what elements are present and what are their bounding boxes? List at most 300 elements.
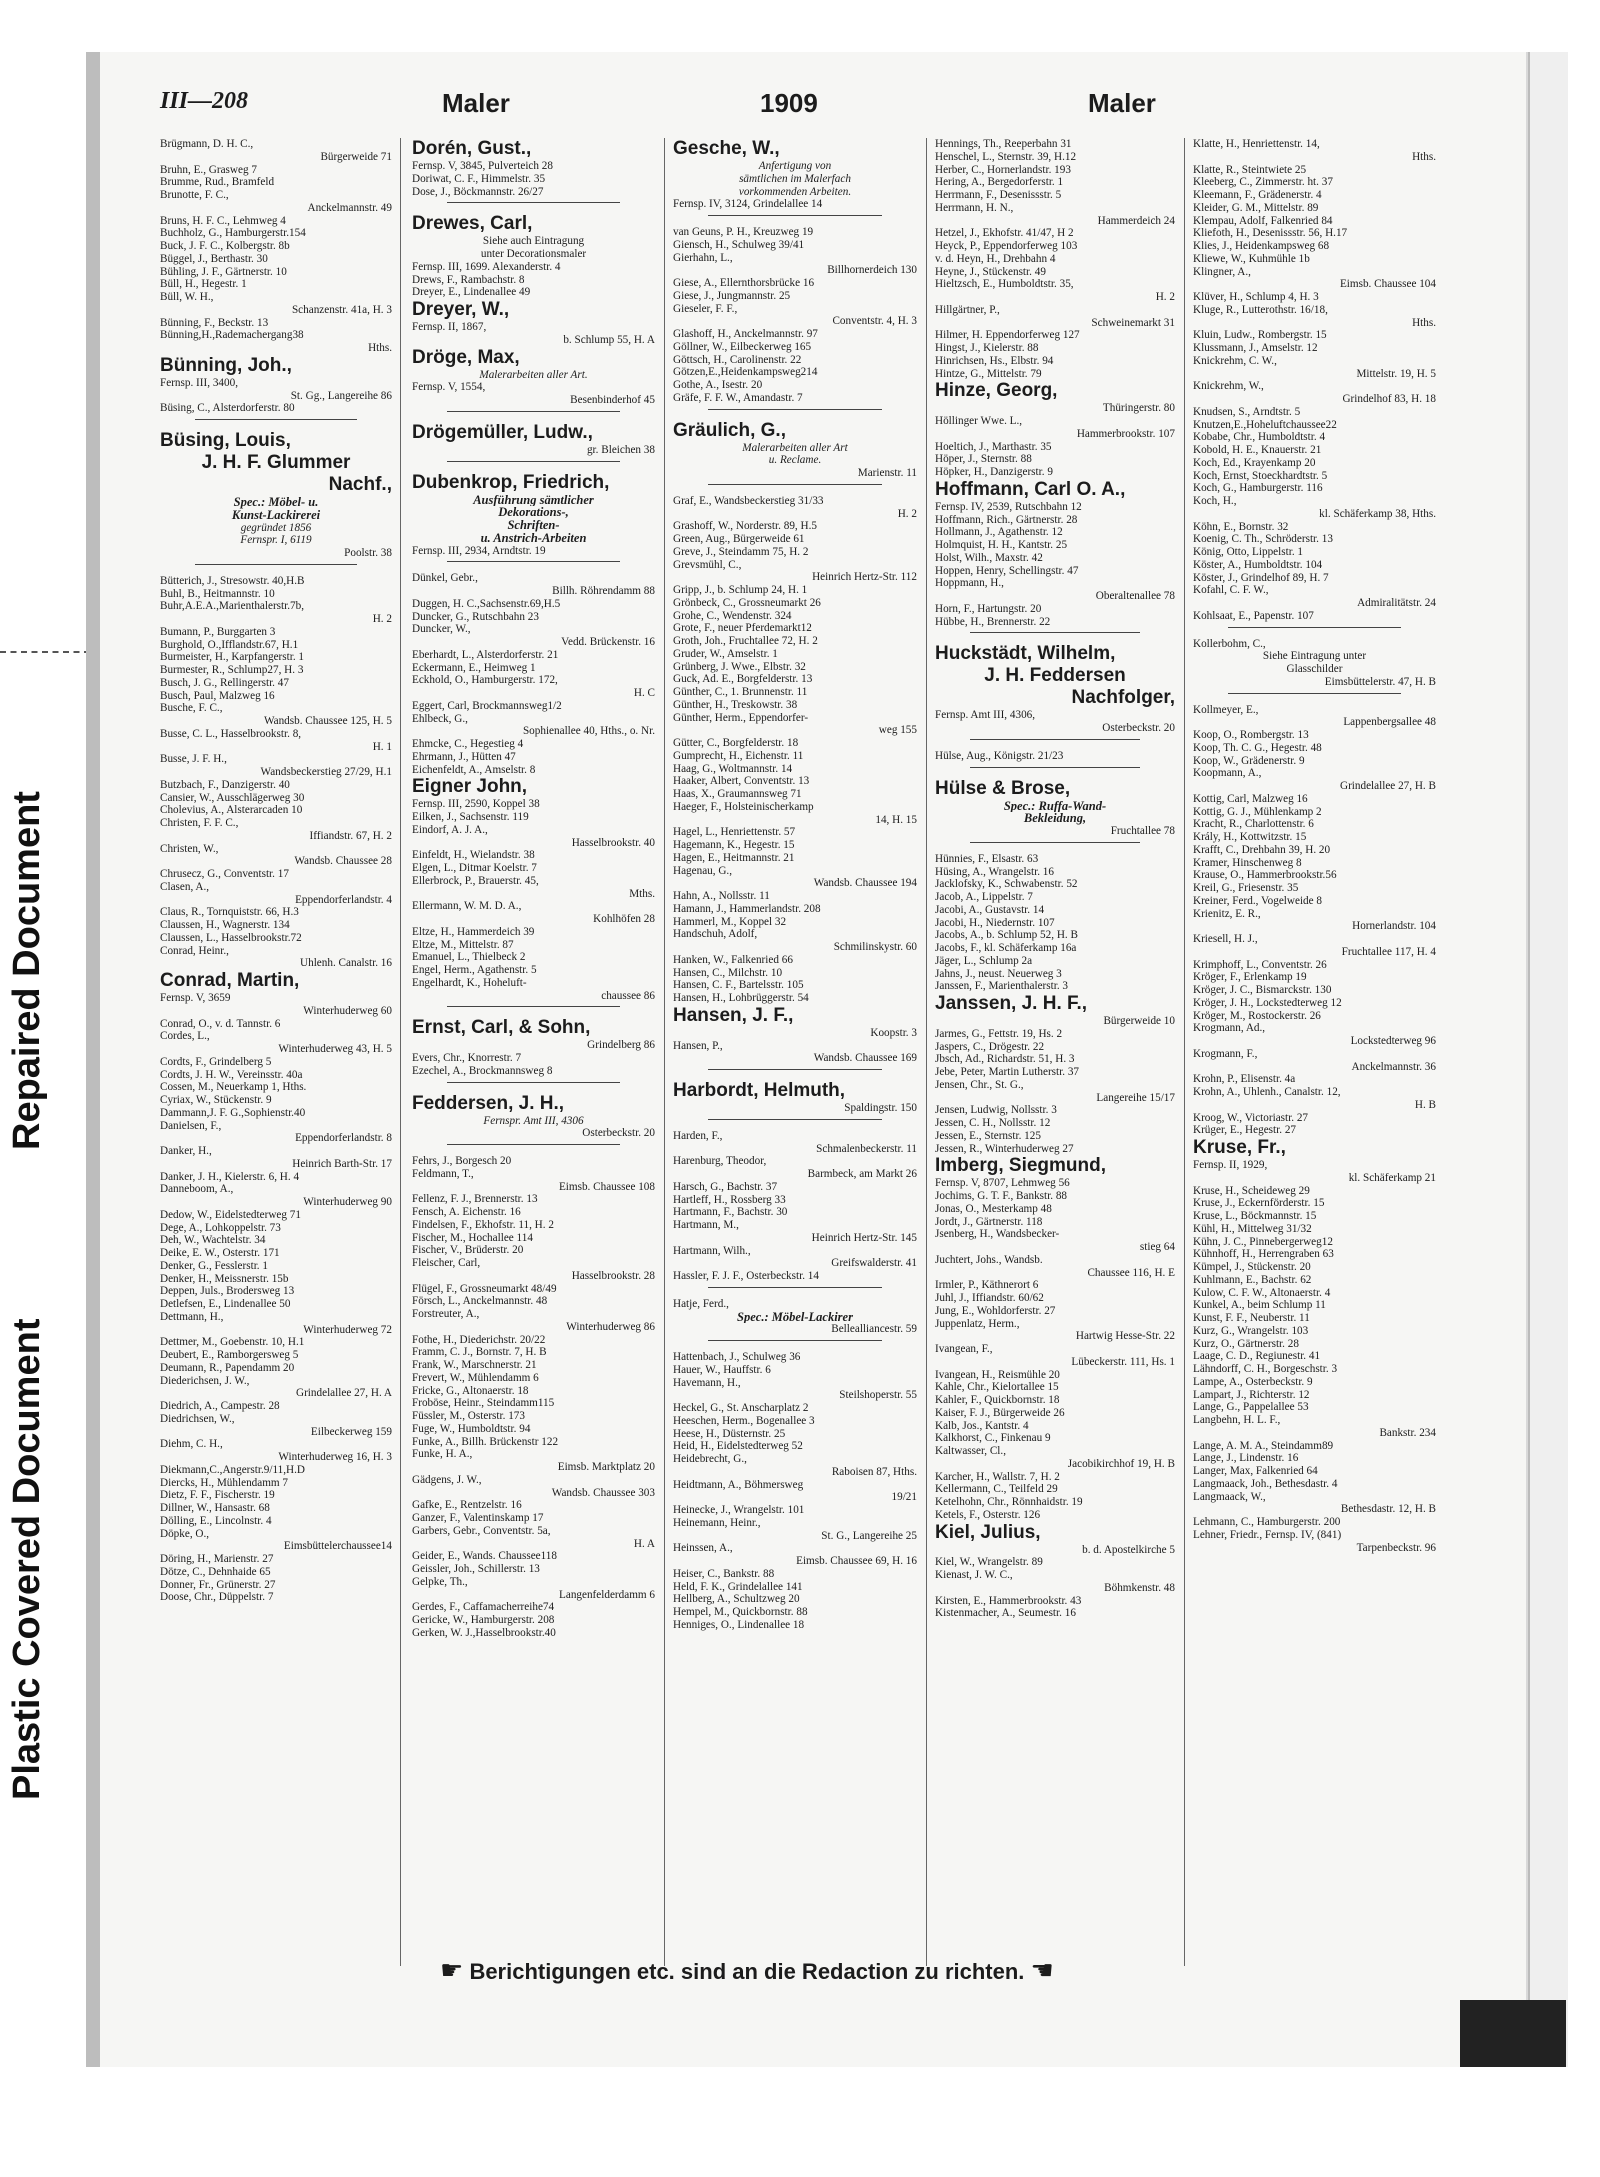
directory-entry: Froböse, Heinr., Steindamm115 xyxy=(412,1397,555,1410)
entry-separator xyxy=(447,1082,620,1089)
directory-entry: Doriwat, C. F., Himmelstr. 35 xyxy=(412,172,546,185)
directory-entry: Holst, Wilh., Maxstr. 42 xyxy=(935,551,1043,564)
directory-entry: Bethesdastr. 12, H. B xyxy=(1340,1503,1436,1516)
directory-entry: Kuhlmann, E., Bachstr. 62 xyxy=(1193,1273,1312,1286)
directory-entry: Wandsbeckerstieg 27/29, H.1 xyxy=(260,766,392,778)
directory-entry: Flügel, F., Grossneumarkt 48/49 xyxy=(412,1282,557,1295)
directory-entry: Büll, H., Hegestr. 1 xyxy=(160,278,247,291)
directory-entry: Bruhn, E., Grasweg 7 xyxy=(160,163,257,176)
directory-entry: Kistenmacher, A., Seumestr. 16 xyxy=(935,1607,1076,1620)
directory-entry: Handschuh, Adolf, xyxy=(673,928,758,941)
entry-separator xyxy=(708,1287,882,1294)
directory-entry: Wandsb. Chaussee 125, H. 5 xyxy=(263,715,392,727)
directory-entry: Lappenbergsallee 48 xyxy=(1343,716,1436,729)
directory-entry: Kollmeyer, E., xyxy=(1193,703,1259,716)
directory-entry: Klüver, H., Schlump 4, H. 3 xyxy=(1193,291,1319,303)
directory-entry: Busch, Paul, Malzweg 16 xyxy=(160,689,275,702)
directory-entry: Lockstedterweg 96 xyxy=(1350,1035,1436,1047)
directory-entry: Herrmann, F., Desenissstr. 5 xyxy=(935,189,1062,201)
directory-entry: Fernsp. III, 3400, xyxy=(160,376,238,389)
side-label-plastic: Plastic Covered Document xyxy=(6,1318,48,1800)
directory-entry: Diedrichsen, W., xyxy=(160,1412,235,1425)
directory-entry: Günther, C., 1. Brunnenstr. 11 xyxy=(673,686,808,698)
directory-entry: Gumprecht, H., Eichenstr. 11 xyxy=(673,749,804,762)
directory-entry: kl. Schäferkamp 21 xyxy=(1348,1171,1436,1184)
directory-entry: H. C xyxy=(633,687,655,699)
directory-entry: Admiralitätstr. 24 xyxy=(1357,597,1436,609)
directory-entry: Jochims, G. T. F., Bankstr. 88 xyxy=(935,1190,1068,1202)
directory-entry: Engelhardt, K., Hoheluft- xyxy=(412,976,527,989)
directory-entry: Klingner, A., xyxy=(1193,265,1251,278)
entry-separator xyxy=(195,564,357,571)
directory-entry: Götzen,E.,Heidenkampsweg214 xyxy=(673,366,818,379)
directory-entry: Ehrmann, J., Hütten 47 xyxy=(412,750,516,763)
directory-entry: Hering, A., Bergedorferstr. 1 xyxy=(935,176,1064,189)
directory-entry: Chrusecz, G., Conventstr. 17 xyxy=(160,868,289,880)
directory-entry: Klies, J., Heidenkampsweg 68 xyxy=(1193,240,1330,252)
directory-entry: Hünnies, F., Elsastr. 63 xyxy=(935,852,1039,865)
directory-entry: Kümpel, J., Stückenstr. 20 xyxy=(1193,1261,1311,1273)
directory-entry: Giese, J., Jungmannstr. 25 xyxy=(673,289,791,302)
directory-entry: Deumann, R., Papendamm 20 xyxy=(160,1361,295,1374)
directory-entry: Kobabe, Chr., Humboldtstr. 4 xyxy=(1193,431,1326,444)
directory-entry: Eltze, H., Hammerdeich 39 xyxy=(412,925,535,938)
directory-entry: Schriften- xyxy=(507,519,560,532)
directory-entry: Hatje, Ferd., xyxy=(673,1297,729,1310)
directory-entry: Grindelberg 86 xyxy=(587,1039,655,1052)
directory-entry: Dedow, W., Eidelstedterweg 71 xyxy=(160,1208,301,1221)
directory-entry: Fernsp. Amt III, 4306, xyxy=(935,709,1036,722)
directory-entry: Fleischer, Carl, xyxy=(412,1257,481,1269)
directory-entry: Hennings, Th., Reeperbahn 31 xyxy=(935,138,1072,150)
directory-entry: Knickrehm, W., xyxy=(1193,380,1264,393)
firm-heading: Feddersen, J. H., xyxy=(412,1092,565,1114)
directory-entry: stieg 64 xyxy=(1139,1241,1175,1253)
entry-separator xyxy=(970,842,1140,849)
directory-entry: Fehrs, J., Borgesch 20 xyxy=(412,1155,512,1167)
directory-entry: Evers, Chr., Knorrestr. 7 xyxy=(412,1052,522,1064)
directory-entry: Fischer, V., Brüderstr. 20 xyxy=(412,1244,524,1257)
directory-entry: Gräfe, F. F. W., Amandastr. 7 xyxy=(673,391,803,404)
directory-entry: Langbehn, H. L. F., xyxy=(1193,1414,1281,1426)
entry-separator xyxy=(1228,627,1401,634)
directory-entry: Diercks, H., Mühlendamm 7 xyxy=(160,1476,289,1489)
directory-entry: Geissler, Joh., Schillerstr. 13 xyxy=(412,1563,540,1575)
directory-entry: Heidebrecht, G., xyxy=(673,1453,747,1465)
directory-entry: Fischer, M., Hochallee 114 xyxy=(412,1231,533,1244)
directory-entry: Fernsp. IV, 3124, Grindelallee 14 xyxy=(673,198,823,211)
directory-entry: Lampart, J., Richterstr. 12 xyxy=(1193,1388,1310,1401)
directory-entry: Jensen, Chr., St. G., xyxy=(935,1078,1024,1091)
page-title-left: Maler xyxy=(442,88,510,118)
directory-entry: Christen, W., xyxy=(160,842,219,855)
directory-entry: Heinemann, Heinr., xyxy=(673,1516,761,1529)
directory-entry: Greve, J., Steindamm 75, H. 2 xyxy=(673,545,809,558)
directory-entry: Kienast, J. W. C., xyxy=(935,1569,1013,1581)
directory-entry: Kracht, R., Charlottenstr. 6 xyxy=(1193,818,1314,831)
directory-entry: Grote, F., neuer Pferdemarkt12 xyxy=(673,622,812,635)
entry-separator xyxy=(447,411,620,418)
directory-entry: Koch, Ed., Krayenkamp 20 xyxy=(1193,456,1316,469)
directory-entry: Besenbinderhof 45 xyxy=(570,394,655,406)
directory-entry: b. d. Apostelkirche 5 xyxy=(1082,1543,1175,1556)
directory-entry: Hamann, J., Hammerlandstr. 208 xyxy=(673,902,821,915)
directory-entry: Diederichsen, J. W., xyxy=(160,1374,250,1387)
directory-entry: Försch, L., Anckelmannstr. 48 xyxy=(412,1295,548,1308)
directory-entry: Hingst, J., Kielerstr. 88 xyxy=(935,342,1039,354)
directory-entry: Heinrich Hertz-Str. 145 xyxy=(811,1231,917,1244)
directory-entry: Conrad, Heinr., xyxy=(160,944,229,957)
directory-entry: Hansen, H., Lohbrüggerstr. 54 xyxy=(673,992,809,1004)
directory-entry: Emanuel, L., Thielbeck 2 xyxy=(412,951,526,964)
directory-entry: Heyck, P., Eppendorferweg 103 xyxy=(935,240,1078,252)
entry-separator xyxy=(447,1144,620,1151)
column-5 xyxy=(1193,138,1436,1968)
directory-entry: Jahns, J., neust. Neuerweg 3 xyxy=(935,967,1062,980)
directory-entry: Schmalenbeckerstr. 11 xyxy=(816,1142,917,1155)
firm-heading: J. H. F. Glummer xyxy=(201,452,351,473)
directory-entry: sämtlichen im Malerfach xyxy=(739,172,851,185)
firm-heading: Gesche, W., xyxy=(673,138,780,159)
directory-entry: Krogmann, Ad., xyxy=(1193,1022,1266,1035)
directory-entry: St. Gg., Langereihe 86 xyxy=(290,389,392,402)
firm-heading: Harbordt, Helmuth, xyxy=(673,1080,846,1101)
directory-entry: Belleallіancestr. 59 xyxy=(831,1323,917,1336)
directory-entry: Winterhuderweg 90 xyxy=(303,1196,392,1208)
directory-entry: Schmilinskystr. 60 xyxy=(833,941,917,953)
directory-entry: Dammann,J. F. G.,Sophienstr.40 xyxy=(160,1106,306,1119)
directory-entry: Kurz, G., Wrangelstr. 103 xyxy=(1193,1324,1309,1337)
directory-entry: Kruse, H., Scheideweg 29 xyxy=(1193,1184,1310,1197)
directory-entry: Burmeister, H., Karpfangerstr. 1 xyxy=(160,651,305,664)
directory-entry: Framm, C. J., Bornstr. 7, H. B xyxy=(412,1346,547,1359)
firm-heading: Drewes, Carl, xyxy=(412,213,533,235)
directory-entry: Deh, W., Wachtelstr. 34 xyxy=(160,1234,266,1247)
page-number: III—208 xyxy=(160,88,249,114)
firm-heading: Bünning, Joh., xyxy=(160,354,292,376)
directory-entry: Bünning, F., Beckstr. 13 xyxy=(160,316,269,329)
directory-entry: Hinrichsen, Hs., Elbstr. 94 xyxy=(935,354,1054,367)
firm-heading: Nachfolger, xyxy=(1071,687,1175,709)
directory-entry: Höllinger Wwe. L., xyxy=(935,415,1023,427)
directory-entry: Fernsp. III, 2934, Arndtstr. 19 xyxy=(412,544,546,557)
directory-entry: Büggel, J., Berthastr. 30 xyxy=(160,252,268,265)
directory-entry: Anckelmannstr. 49 xyxy=(307,201,392,214)
directory-entry: Haeger, F., Holsteinischerkamp xyxy=(673,800,814,813)
directory-entry: H. 2 xyxy=(372,613,392,625)
directory-entry: Cordes, L., xyxy=(160,1030,210,1043)
directory-entry: Lange, G., Pappelallee 53 xyxy=(1193,1401,1309,1414)
directory-entry: Osterbeckstr. 20 xyxy=(582,1127,655,1140)
directory-entry: Ketelhohn, Chr., Rönnhaidstr. 19 xyxy=(935,1496,1083,1508)
directory-entry: Fernsp. III, 1699. Alexanderstr. 4 xyxy=(412,260,561,273)
directory-entry: Heese, H., Düsternstr. 25 xyxy=(673,1427,786,1440)
directory-entry: Ivangean, H., Reismühle 20 xyxy=(935,1368,1060,1381)
directory-entry: Busse, J. F. H., xyxy=(160,753,227,766)
directory-entry: Ketels, F., Osterstr. 126 xyxy=(935,1508,1041,1521)
directory-entry: Eltze, M., Mittelstr. 87 xyxy=(412,938,514,951)
directory-entry: Lübeckerstr. 111, Hs. 1 xyxy=(1071,1355,1175,1368)
page-gutter xyxy=(86,52,100,2067)
directory-entry: Bütterich, J., Stresowstr. 40,H.B xyxy=(160,574,305,587)
directory-entry: Gruder, W., Amselstr. 1 xyxy=(673,647,778,660)
directory-entry: Hoppen, Henry, Schellingstr. 47 xyxy=(935,564,1079,577)
directory-entry: Fernsp. II, 1929, xyxy=(1193,1159,1268,1171)
directory-entry: Eimsb. Marktplatz 20 xyxy=(557,1461,655,1473)
directory-entry: Hellberg, A., Schultzweg 20 xyxy=(673,1593,800,1606)
directory-entry: Lampe, A., Osterbeckstr. 9 xyxy=(1193,1375,1313,1388)
directory-entry: Juppenlatz, Herm., xyxy=(935,1317,1020,1330)
directory-entry: Brunotte, F. C., xyxy=(160,189,229,201)
directory-entry: Langmaack, Joh., Bethesdastr. 4 xyxy=(1193,1477,1338,1490)
directory-entry: Heckel, G., St. Anscharplatz 2 xyxy=(673,1402,809,1414)
directory-entry: Burmester, R., Schlump27, H. 3 xyxy=(160,664,304,676)
dark-corner-artifact xyxy=(1460,2000,1566,2067)
directory-entry: Kröger, J. H., Lockstedterweg 12 xyxy=(1193,996,1342,1009)
directory-entry: Hartmann, F., Bachstr. 30 xyxy=(673,1206,788,1219)
directory-entry: Fernsp. V, 3845, Pulverteich 28 xyxy=(412,160,553,172)
directory-entry: Kurz, O., Gärtnerstr. 28 xyxy=(1193,1337,1299,1350)
directory-entry: Lange, J., Lindenstr. 16 xyxy=(1193,1452,1299,1465)
directory-entry: Hintze, G., Mittelstr. 79 xyxy=(935,367,1042,380)
directory-entry: Köster, A., Humboldtstr. 104 xyxy=(1193,558,1323,571)
directory-entry: Bünning,H.,Rademachergang38 xyxy=(160,329,304,342)
directory-entry: Brügmann, D. H. C., xyxy=(160,138,254,150)
directory-entry: Hansen, C., Milchstr. 10 xyxy=(673,966,783,979)
directory-entry: Ezechel, A., Brockmannsweg 8 xyxy=(412,1064,553,1077)
entry-separator xyxy=(708,1069,882,1076)
directory-entry: Hasselbrookstr. 40 xyxy=(571,836,655,849)
page-year: 1909 xyxy=(760,88,818,118)
directory-entry: Dietz, F. F., Fischerstr. 19 xyxy=(160,1489,275,1502)
directory-entry: Iffiandstr. 67, H. 2 xyxy=(309,829,392,842)
column-4 xyxy=(935,138,1175,1968)
directory-entry: Malerarbeiten aller Art. xyxy=(479,368,588,381)
directory-entry: Gerdes, F., Caffamacherreihe74 xyxy=(412,1601,555,1614)
directory-entry: Claus, R., Tornquiststr. 66, H.3 xyxy=(160,906,299,919)
directory-entry: Hoeltich, J., Marthastr. 35 xyxy=(935,440,1052,453)
directory-entry: Henniges, O., Lindenallee 18 xyxy=(673,1618,805,1631)
directory-entry: Langmaack, W., xyxy=(1193,1490,1266,1503)
directory-entry: Duncker, G., Rutschbahn 23 xyxy=(412,610,539,623)
directory-entry: Grevsmühl, C., xyxy=(673,558,742,571)
directory-entry: Krogmann, F., xyxy=(1193,1047,1258,1060)
directory-entry: Horn, F., Hartungstr. 20 xyxy=(935,602,1042,615)
directory-entry: Wandsb. Chaussee 194 xyxy=(813,877,917,890)
directory-entry: Danker, H., xyxy=(160,1145,212,1157)
directory-entry: Fernspr. I, 6119 xyxy=(240,534,312,547)
directory-entry: Jung, E., Wohldorferstr. 27 xyxy=(935,1304,1056,1317)
directory-entry: Kreil, G., Friesenstr. 35 xyxy=(1193,882,1299,894)
pointing-hand-icon: ☚ xyxy=(1030,1955,1054,1985)
directory-entry: Cordts, F., Grindelberg 5 xyxy=(160,1055,272,1068)
directory-entry: Uhlenh. Canalstr. 16 xyxy=(300,957,392,970)
directory-entry: Poolstr. 38 xyxy=(344,547,392,559)
directory-entry: Kunst, F. F., Neuberstr. 11 xyxy=(1193,1312,1310,1324)
directory-entry: Wandsb. Chaussee 169 xyxy=(813,1052,917,1065)
directory-entry: Eilken, J., Sachsenstr. 119 xyxy=(412,811,529,823)
directory-entry: Kröger, M., Rostockerstr. 26 xyxy=(1193,1009,1321,1022)
directory-entry: Grönbeck, C., Grossneumarkt 26 xyxy=(673,596,821,609)
directory-entry: Füssler, M., Osterstr. 173 xyxy=(412,1410,525,1422)
directory-entry: Giese, A., Ellernthorsbrücke 16 xyxy=(673,277,815,289)
directory-entry: Hübbe, H., Brennerstr. 22 xyxy=(935,615,1051,628)
column-divider xyxy=(664,138,665,1966)
page-header xyxy=(160,88,1460,128)
directory-entry: Lehmann, C., Hamburgerstr. 200 xyxy=(1193,1516,1341,1528)
entry-separator xyxy=(195,419,357,426)
directory-entry: Kalb, Jos., Kantstr. 4 xyxy=(935,1419,1029,1432)
directory-entry: Bekleidung, xyxy=(1023,812,1087,825)
directory-entry: Buck, J. F. C., Kolbergstr. 8b xyxy=(160,240,290,252)
entry-separator xyxy=(447,1006,620,1013)
directory-entry: Hths. xyxy=(368,342,392,354)
directory-entry: Dölling, E., Lincolnstr. 4 xyxy=(160,1514,272,1527)
column-2 xyxy=(412,138,655,1968)
directory-entry: Winterhuderweg 72 xyxy=(303,1323,392,1336)
directory-entry: Krimphoff, L., Conventstr. 26 xyxy=(1193,958,1327,971)
directory-entry: Koop, Th. C. G., Hegestr. 48 xyxy=(1193,741,1322,754)
directory-entry: Kulow, C. F. W., Altonaerstr. 4 xyxy=(1193,1286,1331,1299)
directory-entry: Hahn, A., Nollsstr. 11 xyxy=(673,890,770,902)
directory-entry: Heyne, J., Stückenstr. 49 xyxy=(935,265,1046,278)
column-1 xyxy=(160,138,392,1968)
directory-entry: Juchtert, Johs., Wandsb. xyxy=(935,1253,1043,1266)
directory-entry: Kramer, Hinschenweg 8 xyxy=(1193,856,1302,869)
directory-entry: b. Schlump 55, H. A xyxy=(563,333,655,346)
directory-entry: Danker, J. H., Kielerstr. 6, H. 4 xyxy=(160,1170,300,1183)
directory-entry: Hammerdeich 24 xyxy=(1097,214,1175,227)
directory-entry: Kofahl, C. F. W., xyxy=(1193,584,1269,597)
directory-entry: Hartwig Hesse-Str. 22 xyxy=(1075,1330,1175,1343)
directory-entry: Holmquist, H. H., Kantstr. 25 xyxy=(935,539,1068,551)
directory-entry: Winterhuderweg 43, H. 5 xyxy=(278,1043,392,1055)
directory-entry: Büll, W. H., xyxy=(160,291,214,303)
directory-entry: Hauer, W., Hauffstr. 6 xyxy=(673,1363,771,1376)
directory-entry: Findelsen, F., Ekhofstr. 11, H. 2 xyxy=(412,1218,554,1231)
directory-entry: Bumann, P., Burggarten 3 xyxy=(160,625,276,638)
firm-heading: Ernst, Carl, & Sohn, xyxy=(412,1017,591,1039)
entry-separator xyxy=(970,739,1140,746)
directory-entry: Fothe, H., Diederichstr. 20/22 xyxy=(412,1333,546,1346)
directory-entry: Krohn, A., Uhlenh., Canalstr. 12, xyxy=(1193,1086,1341,1098)
directory-entry: Fensch, A. Eichenstr. 16 xyxy=(412,1206,521,1218)
directory-entry: Gierhahn, L., xyxy=(673,251,733,264)
directory-entry: Drews, F., Rambachstr. 8 xyxy=(412,273,525,286)
directory-entry: Cansier, W., Ausschlägerweg 30 xyxy=(160,791,305,804)
directory-entry: Barmbeck, am Markt 26 xyxy=(807,1168,917,1180)
entry-separator xyxy=(447,202,620,209)
directory-entry: Harsch, G., Bachstr. 37 xyxy=(673,1180,778,1193)
directory-entry: Kohlsaat, E., Papenstr. 107 xyxy=(1193,609,1314,622)
directory-entry: Dettmann, H., xyxy=(160,1310,224,1323)
directory-entry: Grashoff, W., Norderstr. 89, H.5 xyxy=(673,520,817,533)
directory-entry: Elgen, L., Ditmar Koelstr. 7 xyxy=(412,862,537,874)
directory-entry: Spec.: Möbel- u. xyxy=(233,496,319,509)
directory-entry: Deike, E. W., Osterstr. 171 xyxy=(160,1247,280,1259)
directory-entry: Hansen, P., xyxy=(673,1039,723,1052)
directory-entry: 19/21 xyxy=(891,1491,917,1504)
directory-entry: Kleemann, F., Grädenerstr. 4 xyxy=(1193,189,1322,201)
directory-entry: Jäger, L., Schlump 2a xyxy=(935,954,1033,967)
directory-entry: Fernsp. V, 1554, xyxy=(412,381,486,394)
directory-entry: Koenig, C. Th., Schröderstr. 13 xyxy=(1193,533,1333,546)
directory-entry: Hartmann, Wilh., xyxy=(673,1244,751,1257)
directory-entry: weg 155 xyxy=(878,724,917,737)
directory-entry: Krafft, C., Drehbahn 39, H. 20 xyxy=(1193,843,1331,856)
directory-entry: Engel, Herm., Agathenstr. 5 xyxy=(412,964,537,976)
firm-heading: Eigner John, xyxy=(412,776,528,798)
directory-entry: Gericke, W., Hamburgerstr. 208 xyxy=(412,1614,555,1626)
firm-heading: Dreyer, W., xyxy=(412,299,510,320)
directory-entry: Kaiser, F. J., Bürgerweide 26 xyxy=(935,1406,1065,1419)
directory-entry: Klempau, Adolf, Falkenried 84 xyxy=(1193,214,1333,227)
directory-entry: u. Reclame. xyxy=(768,454,822,467)
directory-entry: Mittelstr. 19, H. 5 xyxy=(1356,367,1436,380)
directory-entry: Henschel, L., Sternstr. 39, H.12 xyxy=(935,150,1077,163)
directory-entry: v. d. Heyn, H., Drehbahn 4 xyxy=(935,252,1056,265)
directory-entry: Karcher, H., Wallstr. 7, H. 2 xyxy=(935,1470,1060,1483)
directory-entry: Grindelallee 27, H. B xyxy=(1339,780,1436,792)
directory-entry: Eppendorferlandstr. 8 xyxy=(295,1132,392,1145)
entry-separator xyxy=(708,484,882,491)
directory-entry: Fruchtallee 117, H. 4 xyxy=(1341,945,1436,958)
directory-entry: Langereihe 15/17 xyxy=(1096,1091,1175,1104)
directory-entry: Heinrich Barth-Str. 17 xyxy=(292,1157,392,1170)
directory-entry: Göttsch, H., Carolinenstr. 22 xyxy=(673,353,802,366)
directory-entry: Ellermann, W. M. D. A., xyxy=(412,900,522,913)
directory-entry: Hornerlandstr. 104 xyxy=(1352,920,1436,933)
firm-heading: Dorén, Gust., xyxy=(412,138,532,159)
directory-entry: Kalkhorst, C., Finkenau 9 xyxy=(935,1432,1051,1445)
directory-entry: Ivangean, F., xyxy=(935,1343,993,1355)
directory-entry: Conventstr. 4, H. 3 xyxy=(832,315,917,328)
directory-entry: Heidtmann, A., Böhmersweg xyxy=(673,1478,804,1491)
directory-entry: Kellermann, C., Teilfeld 29 xyxy=(935,1483,1058,1496)
page-title-right: Maler xyxy=(1088,88,1156,118)
directory-entry: Koch, G., Hamburgerstr. 116 xyxy=(1193,482,1323,495)
directory-entry: Donner, Fr., Grünerstr. 27 xyxy=(160,1578,276,1591)
directory-entry: Schanzenstr. 41a, H. 3 xyxy=(291,303,392,316)
directory-entry: Hülse, Aug., Königstr. 21/23 xyxy=(935,749,1064,762)
directory-entry: Burghold, O.,Ifflandstr.67, H.1 xyxy=(160,638,299,651)
directory-entry: Fernsp. III, 2590, Koppel 38 xyxy=(412,798,540,811)
directory-entry: Wandsb. Chaussee 303 xyxy=(551,1486,655,1499)
directory-entry: Tarpenbeckstr. 96 xyxy=(1356,1541,1436,1554)
directory-entry: Danielsen, F., xyxy=(160,1119,222,1132)
directory-entry: Grohe, C., Wendenstr. 324 xyxy=(673,609,792,622)
entry-separator xyxy=(970,767,1140,774)
directory-entry: Klussmann, J., Amselstr. 12 xyxy=(1193,342,1318,354)
directory-entry: Anfertigung von xyxy=(758,160,832,172)
directory-entry: Billh. Röhrendamm 88 xyxy=(552,585,655,597)
directory-entry: Doose, Chr., Düppelstr. 7 xyxy=(160,1591,274,1604)
directory-entry: Frevert, W., Mühlendamm 6 xyxy=(412,1371,539,1384)
directory-entry: Siehe auch Eintragung xyxy=(482,235,585,248)
directory-entry: Sophienallee 40, Hths., o. Nr. xyxy=(522,725,655,738)
directory-entry: Klatte, R., Steintwiete 25 xyxy=(1193,163,1307,176)
directory-entry: Schweinemarkt 31 xyxy=(1091,316,1175,329)
directory-entry: Hagemann, K., Hegestr. 15 xyxy=(673,839,795,851)
directory-entry: Geider, E., Wands. Chaussee118 xyxy=(412,1550,557,1563)
directory-entry: Groth, Joh., Fruchtallee 72, H. 2 xyxy=(673,635,818,647)
entry-separator xyxy=(708,215,882,222)
directory-entry: Kliefoth, H., Desenissstr. 56, H.17 xyxy=(1193,227,1348,240)
directory-entry: Köhn, E., Bornstr. 32 xyxy=(1193,520,1289,533)
directory-entry: H. A xyxy=(633,1537,655,1550)
directory-entry: Kliewe, W., Kuhmühle 1b xyxy=(1193,252,1310,265)
directory-entry: Kunkel, A., beim Schlump 11 xyxy=(1193,1299,1326,1312)
